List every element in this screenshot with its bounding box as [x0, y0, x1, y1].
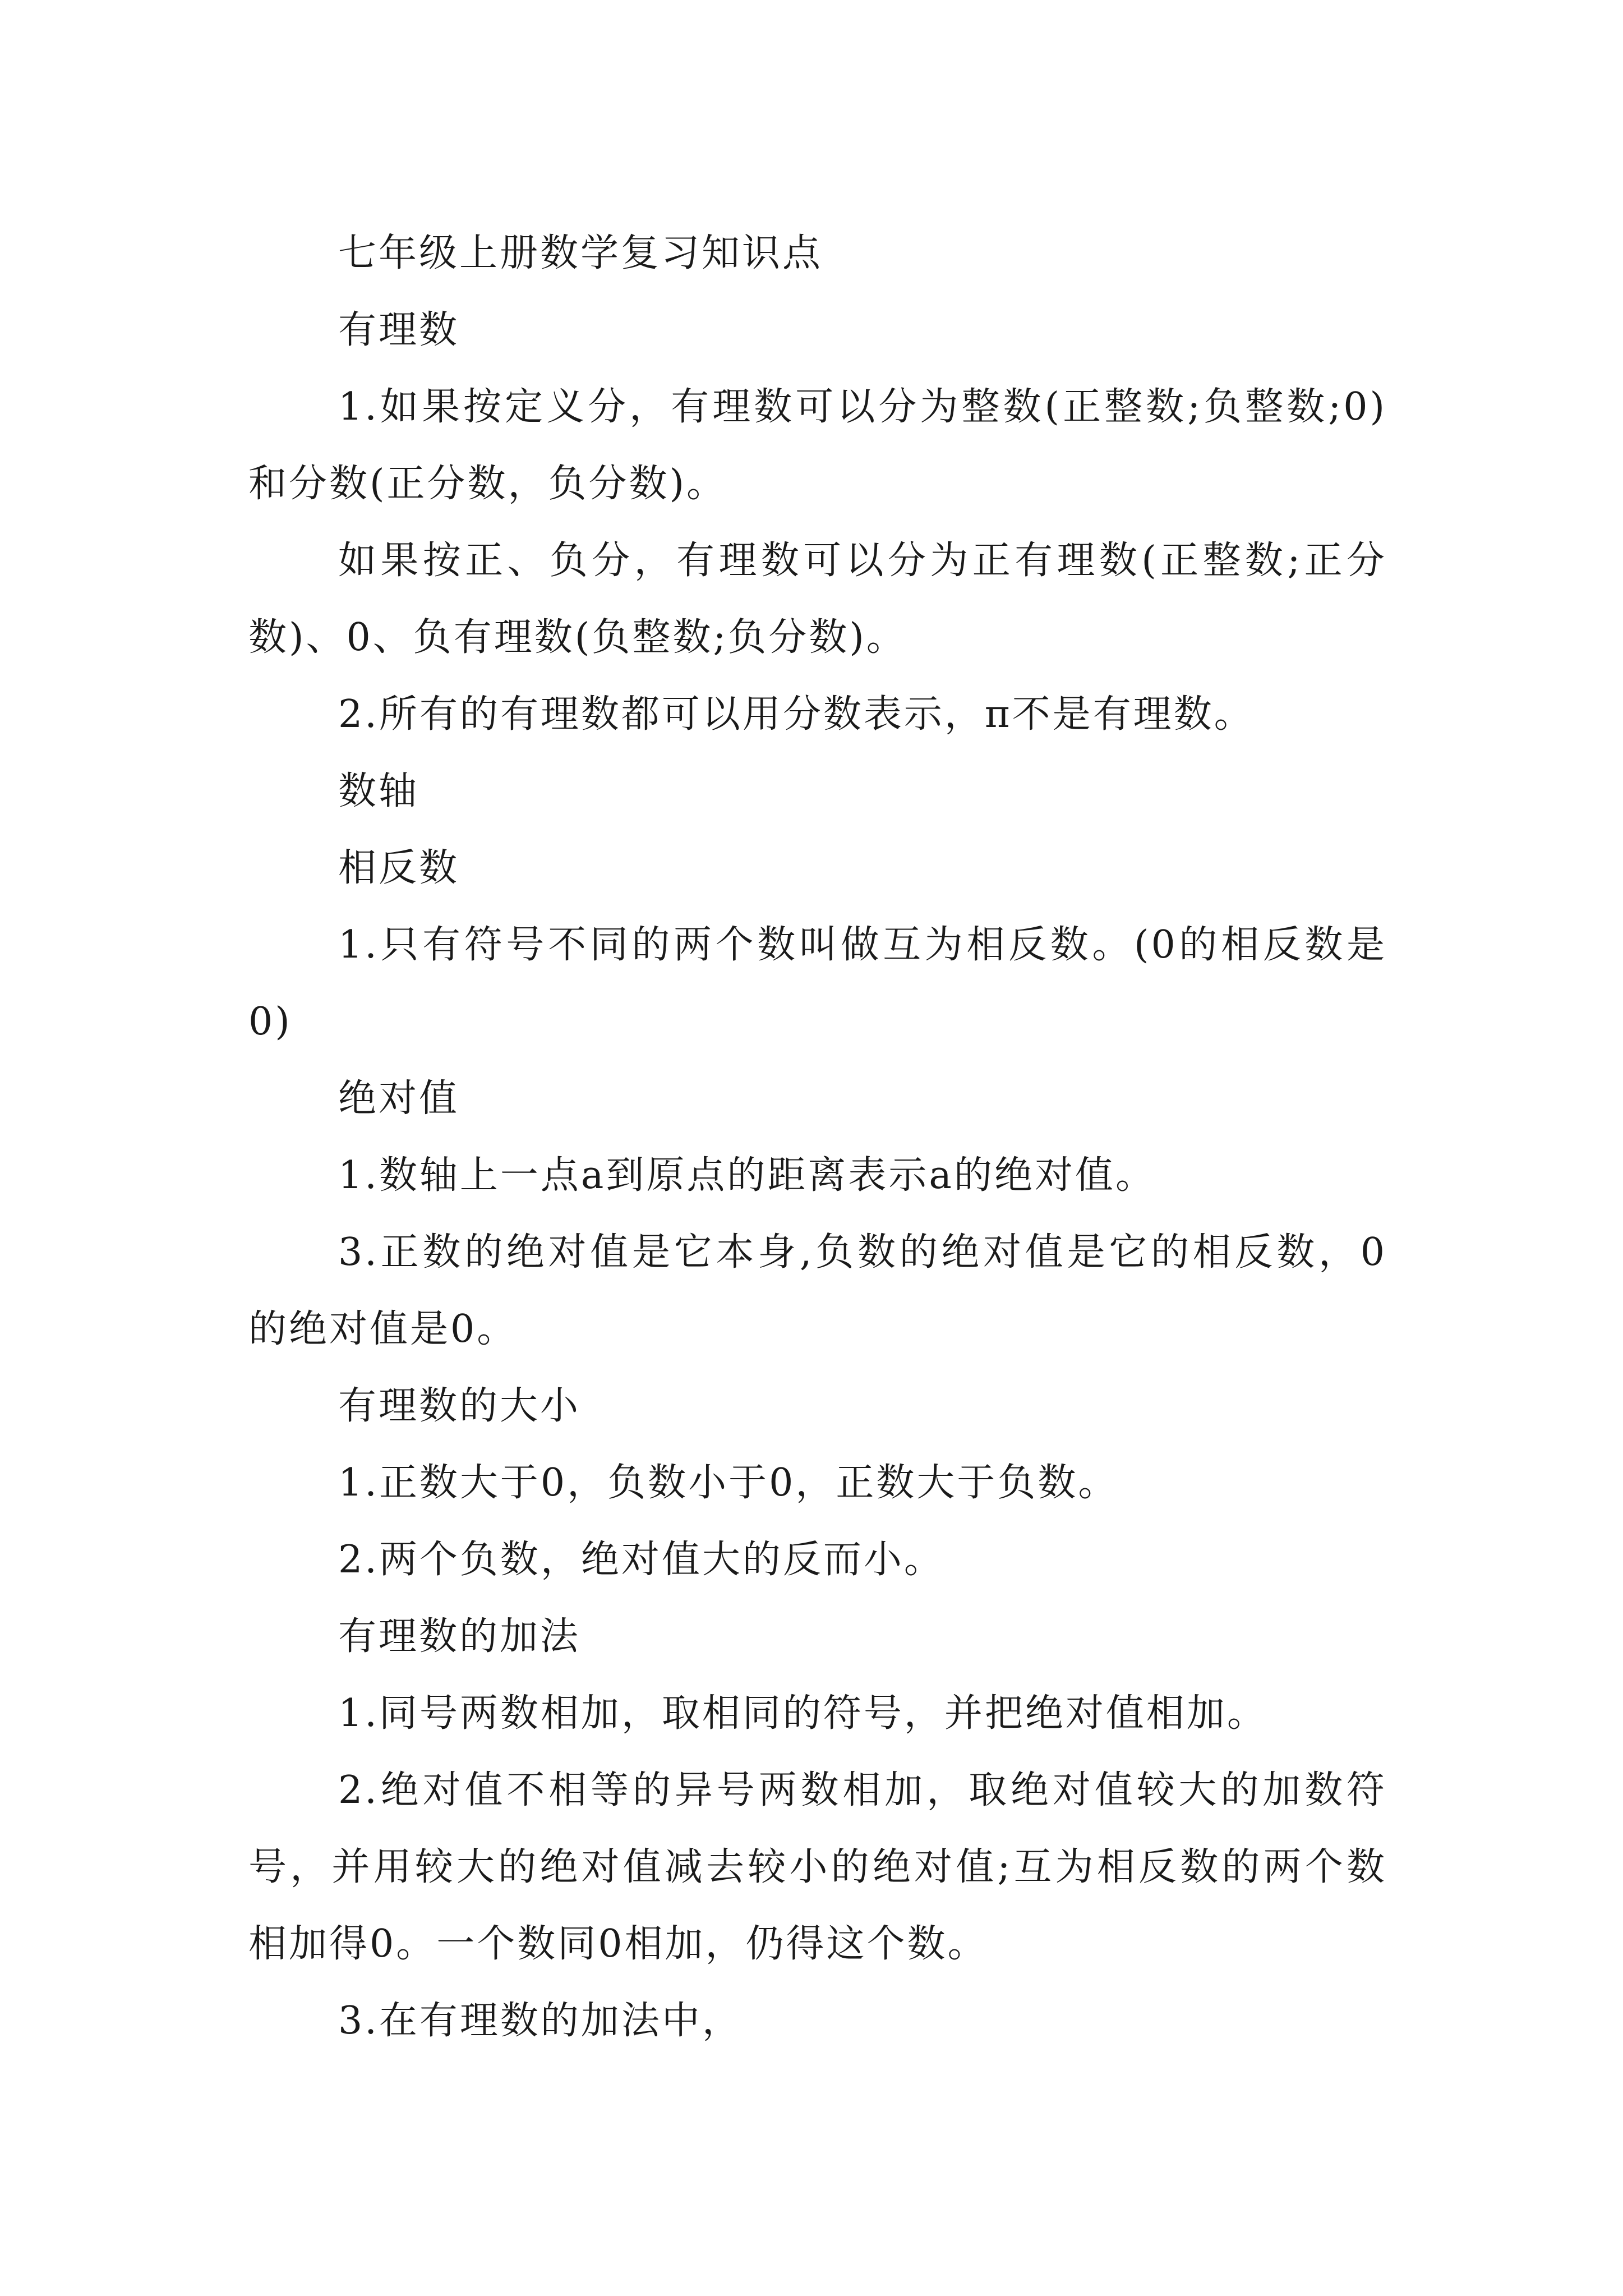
- paragraph: 1.正数大于0，负数小于0，正数大于负数。: [338, 1461, 1119, 1505]
- paragraph: 1.如果按定义分，有理数可以分为整数(正整数;负整数;0)和分数(正分数，负分数)。: [248, 385, 1387, 506]
- paragraph: 2.两个负数，绝对值大的反而小。: [338, 1538, 944, 1582]
- document-title: 七年级上册数学复习知识点: [338, 231, 823, 275]
- section-heading-opposite-numbers: 相反数: [338, 846, 460, 890]
- paragraph: 1.数轴上一点a到原点的距离表示a的绝对值。: [338, 1153, 1156, 1198]
- section-heading-addition: 有理数的加法: [338, 1614, 581, 1659]
- paragraph: 1.只有符号不同的两个数叫做互为相反数。(0的相反数是0): [248, 923, 1387, 1044]
- paragraph: 3.正数的绝对值是它本身,负数的绝对值是它的相反数，0的绝对值是0。: [248, 1230, 1387, 1351]
- paragraph: 1.同号两数相加，取相同的符号，并把绝对值相加。: [338, 1691, 1267, 1736]
- section-heading-rational-numbers: 有理数: [338, 308, 460, 352]
- paragraph: 3.在有理数的加法中，: [338, 1999, 743, 2043]
- section-heading-absolute-value: 绝对值: [338, 1076, 460, 1121]
- section-heading-number-line: 数轴: [338, 769, 419, 813]
- paragraph: 2.绝对值不相等的异号两数相加，取绝对值较大的加数符号，并用较大的绝对值减去较小的绝对值;互为相反数的两个数相加得0。一个数同0相加，仍得这个数。: [248, 1768, 1387, 1966]
- section-heading-comparing-rationals: 有理数的大小: [338, 1384, 581, 1428]
- paragraph: 如果按正、负分，有理数可以分为正有理数(正整数;正分数)、0、负有理数(负整数;负分数)。: [248, 539, 1387, 660]
- document-body: [248, 215, 1387, 2059]
- paragraph: 2.所有的有理数都可以用分数表示，π不是有理数。: [338, 692, 1255, 737]
